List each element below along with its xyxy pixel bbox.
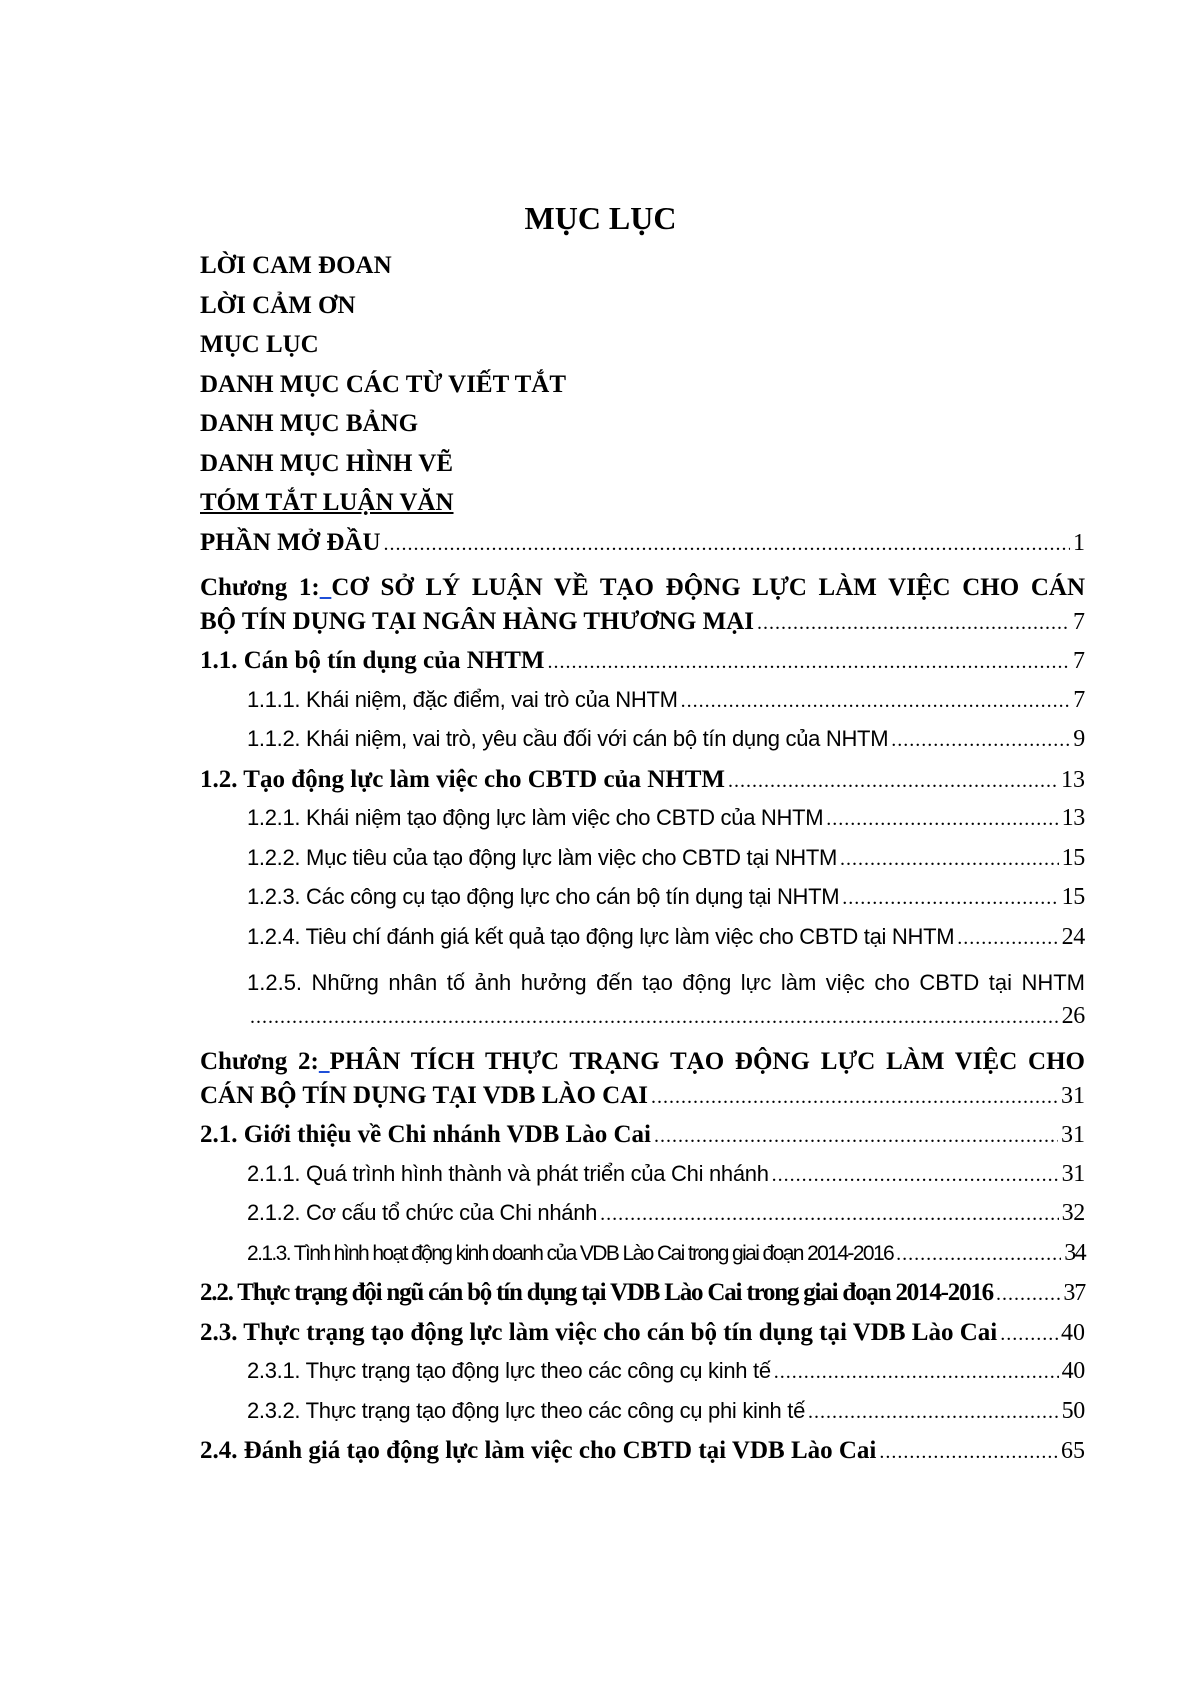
- link-mark: [320, 574, 332, 601]
- toc-item-1-2-3[interactable]: [200, 884, 1085, 924]
- toc-item-label: DANH MỤC HÌNH VẼ: [200, 449, 454, 477]
- toc-page-number: 7: [1073, 608, 1085, 635]
- toc-item-label: 1.2.4. Tiêu chí đánh giá kết quả tạo động lực làm việc cho CBTD tại NHTM: [247, 923, 955, 949]
- toc-page-number: 37: [1063, 1280, 1085, 1306]
- toc-page-number: 40: [1061, 1358, 1085, 1384]
- toc-page-number: 1: [1073, 529, 1085, 556]
- toc-item-label: 2.2. Thực trạng đội ngũ cán bộ tín dụng tại VDB Lào Cai trong giai đoạn 2014-2016: [200, 1279, 993, 1306]
- toc-item-2-1-1[interactable]: [200, 1161, 1085, 1201]
- toc-page-number: 24: [1061, 923, 1085, 950]
- toc-item-label: 1.2.5. Những nhân tố ảnh hưởng đến tạo động lực làm việc cho CBTD tại NHTM: [247, 970, 1085, 995]
- toc-item-label: 1.2.3. Các công cụ tạo động lực cho cán bộ tín dụng tại NHTM: [247, 884, 840, 909]
- toc-page-number: 7: [1073, 648, 1085, 674]
- chapter-title-line-2: BỘ TÍN DỤNG TẠI NGÂN HÀNG THƯƠNG MẠI: [200, 607, 754, 635]
- toc-page-number: 32: [1061, 1200, 1085, 1226]
- toc-item-label: LỜI CAM ĐOAN: [200, 252, 392, 279]
- toc-item-1-1-1[interactable]: [200, 687, 1085, 727]
- toc-item-chapter-2-line-1[interactable]: [200, 1042, 1085, 1082]
- dot-leader: [654, 1125, 1058, 1148]
- toc-item-chapter-1-line-2[interactable]: [200, 608, 1085, 648]
- toc-page-number: 65: [1061, 1438, 1085, 1464]
- link-mark: [319, 1048, 330, 1075]
- dot-leader: [548, 651, 1070, 674]
- dot-leader: [384, 533, 1070, 556]
- toc-item-phan-mo-dau[interactable]: [200, 529, 1085, 569]
- toc-item-2-3-2[interactable]: [200, 1398, 1085, 1438]
- dot-leader: [826, 808, 1058, 831]
- chapter-title-line-2: CÁN BỘ TÍN DỤNG TẠI VDB LÀO CAI: [200, 1081, 648, 1109]
- toc-item-2-4[interactable]: [200, 1437, 1085, 1477]
- toc-item-label: 2.1.2. Cơ cấu tổ chức của Chi nhánh: [247, 1200, 598, 1225]
- toc-item-label: 1.1. Cán bộ tín dụng của NHTM: [200, 647, 545, 674]
- dot-leader: [681, 690, 1071, 713]
- toc-item-label: 2.3. Thực trạng tạo động lực làm việc cho cán bộ tín dụng tại VDB Lào Cai: [200, 1318, 998, 1346]
- toc-item-1-2-5-line-1[interactable]: [200, 963, 1085, 1003]
- toc-page-number: 50: [1061, 1397, 1085, 1424]
- toc-item-label: 2.1.1. Quá trình hình thành và phát triển của Chi nhánh: [247, 1160, 769, 1186]
- toc-item-label: PHẦN MỞ ĐẦU: [200, 528, 381, 556]
- toc-page-number: 15: [1061, 884, 1085, 910]
- toc-page-number: 15: [1061, 844, 1085, 871]
- toc-item-2-3-1[interactable]: [200, 1358, 1085, 1398]
- toc-item-1-2-1[interactable]: [200, 805, 1085, 845]
- toc-item-muc-luc[interactable]: [200, 331, 1085, 371]
- toc-item-tom-tat-luan-van[interactable]: [200, 489, 1085, 529]
- toc-item-1-2-5-line-2[interactable]: [200, 1003, 1085, 1043]
- page-title: MỤC LỤC: [524, 200, 677, 236]
- toc-page-number: 31: [1061, 1122, 1085, 1148]
- toc-page-number: 31: [1061, 1082, 1085, 1109]
- toc-item-1-2[interactable]: [200, 766, 1085, 806]
- toc-page-number: 26: [1061, 1002, 1085, 1029]
- dot-leader: [891, 729, 1070, 752]
- toc-item-label: LỜI CẢM ƠN: [200, 291, 356, 319]
- toc-item-label: 1.1.2. Khái niệm, vai trò, yêu cầu đối với cán bộ tín dụng của NHTM: [247, 726, 889, 751]
- toc-item-label: 2.3.2. Thực trạng tạo động lực theo các công cụ phi kinh tế: [247, 1397, 806, 1423]
- toc-item-label: DANH MỤC CÁC TỪ VIẾT TẮT: [200, 370, 567, 398]
- toc-item-label: 2.4. Đánh giá tạo động lực làm việc cho CBTD tại VDB Lào Cai: [200, 1437, 877, 1464]
- toc-page-number: 40: [1061, 1319, 1085, 1346]
- toc-item-2-1[interactable]: [200, 1121, 1085, 1161]
- toc-item-danh-muc-bang[interactable]: [200, 410, 1085, 450]
- dot-leader: [842, 887, 1058, 910]
- dot-leader: [728, 770, 1058, 793]
- toc-item-label: MỤC LỤC: [200, 331, 319, 358]
- toc-item-2-3[interactable]: [200, 1319, 1085, 1359]
- toc-item-1-1-2[interactable]: [200, 726, 1085, 766]
- chapter-prefix: Chương 2:: [200, 1048, 319, 1075]
- toc-page-number: 34: [1064, 1239, 1085, 1266]
- toc-page-number: 7: [1073, 686, 1085, 713]
- toc-page-number: 9: [1073, 726, 1085, 752]
- toc-item-label: 1.2. Tạo động lực làm việc cho CBTD của NHTM: [200, 765, 725, 793]
- dot-leader: [1000, 1323, 1058, 1346]
- toc-item-danh-muc-tu-viet-tat[interactable]: [200, 371, 1085, 411]
- toc-item-chapter-1-line-1[interactable]: [200, 568, 1085, 608]
- toc-item-2-1-3[interactable]: [200, 1240, 1085, 1280]
- toc-item-label: 1.2.1. Khái niệm tạo động lực làm việc cho CBTD của NHTM: [247, 805, 824, 830]
- dot-leader: [840, 848, 1059, 871]
- dot-leader: [996, 1283, 1060, 1306]
- toc-item-1-1[interactable]: [200, 647, 1085, 687]
- dot-leader: [600, 1203, 1059, 1226]
- chapter-prefix: Chương 1:: [200, 574, 320, 601]
- toc-item-1-2-4[interactable]: [200, 924, 1085, 964]
- dot-leader: [774, 1361, 1059, 1384]
- toc-item-loi-cam-on[interactable]: [200, 292, 1085, 332]
- dot-leader: [757, 612, 1070, 635]
- dot-leader: [808, 1401, 1059, 1424]
- dot-leader: [879, 1441, 1058, 1464]
- toc-item-label: 2.3.1. Thực trạng tạo động lực theo các công cụ kinh tế: [247, 1358, 771, 1383]
- toc-item-label: 1.1.1. Khái niệm, đặc điểm, vai trò của NHTM: [247, 686, 678, 712]
- toc-item-label: 1.2.2. Mục tiêu của tạo động lực làm việc cho CBTD tại NHTM: [247, 844, 838, 870]
- toc-item-label: 2.1.3. Tình hình hoạt động kinh doanh của VDB Lào Cai trong giai đoạn 2014-2016: [247, 1241, 894, 1265]
- dot-leader: [250, 1006, 1059, 1029]
- toc-item-danh-muc-hinh-ve[interactable]: [200, 450, 1085, 490]
- table-of-contents: [200, 252, 1085, 1477]
- toc-item-2-2[interactable]: [200, 1279, 1085, 1319]
- dot-leader: [896, 1243, 1061, 1266]
- toc-page-number: 31: [1061, 1160, 1085, 1187]
- toc-item-chapter-2-line-2[interactable]: [200, 1082, 1085, 1122]
- toc-page-number: 13: [1061, 766, 1085, 793]
- toc-item-label: 2.1. Giới thiệu về Chi nhánh VDB Lào Cai: [200, 1121, 651, 1148]
- dot-leader: [957, 927, 1058, 950]
- toc-item-label: TÓM TẮT LUẬN VĂN: [200, 489, 454, 516]
- toc-item-1-2-2[interactable]: [200, 845, 1085, 885]
- dot-leader: [651, 1086, 1058, 1109]
- dot-leader: [772, 1164, 1059, 1187]
- toc-page-number: 13: [1061, 805, 1085, 831]
- toc-item-label: DANH MỤC BẢNG: [200, 410, 419, 437]
- toc-item-2-1-2[interactable]: [200, 1200, 1085, 1240]
- chapter-title-line-1: CƠ SỞ LÝ LUẬN VỀ TẠO ĐỘNG LỰC LÀM VIỆC CHO CÁN: [331, 574, 1085, 601]
- toc-item-loi-cam-doan[interactable]: [200, 252, 1085, 292]
- chapter-title-line-1: PHÂN TÍCH THỰC TRẠNG TẠO ĐỘNG LỰC LÀM VIỆC CHO: [329, 1048, 1085, 1075]
